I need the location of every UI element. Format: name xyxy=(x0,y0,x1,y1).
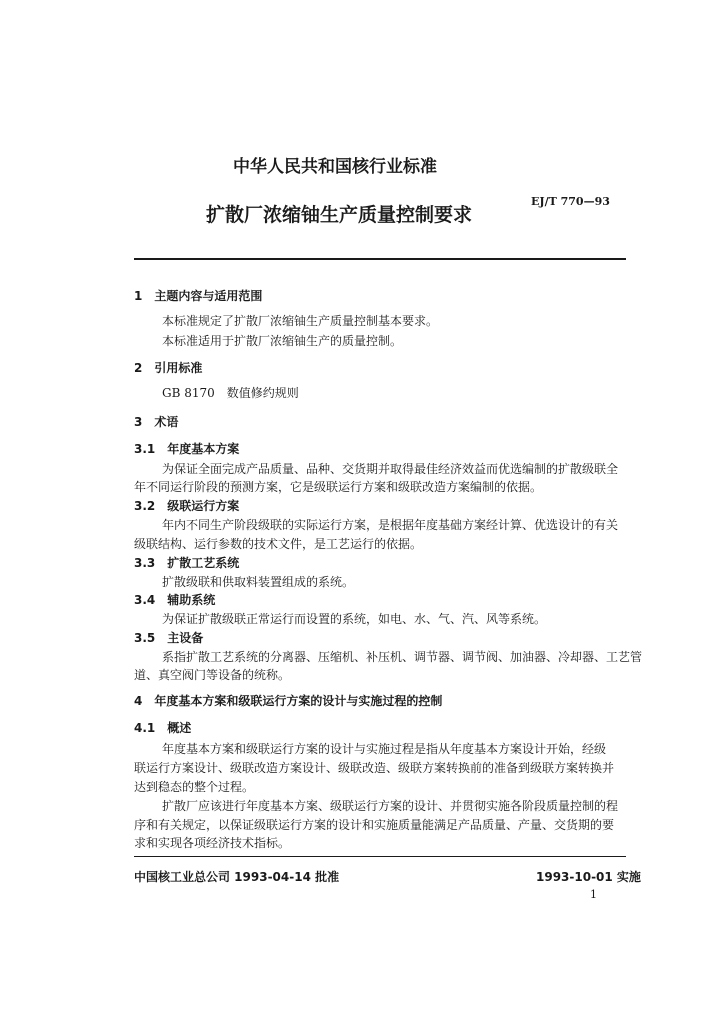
section-4-1-text: 序和有关规定，以保证级联运行方案的设计和实施质量能满足产品质量、产量、交货期的要 xyxy=(134,818,615,832)
section-3-1-text: 为保证全面完成产品质量、品种、交货期并取得最佳经济效益而优选编制的扩散级联全 xyxy=(162,462,619,476)
section-3-1-text: 年不同运行阶段的预测方案，它是级联运行方案和级联改造方案编制的依据。 xyxy=(134,480,543,494)
org-standard-title: 中华人民共和国核行业标准 xyxy=(233,157,437,177)
page-number: 1 xyxy=(590,888,597,901)
section-3-4-text: 为保证扩散级联正常运行而设置的系统，如电、水、气、汽、风等系统。 xyxy=(162,612,547,626)
document-title: 扩散厂浓缩铀生产质量控制要求 xyxy=(206,204,473,226)
section-2-heading: 2 引用标准 xyxy=(134,361,203,375)
section-3-4-heading: 3.4 辅助系统 xyxy=(134,593,216,607)
section-3-3-heading: 3.3 扩散工艺系统 xyxy=(134,556,240,570)
section-4-1-text: 扩散厂应该进行年度基本方案、级联运行方案的设计、并贯彻实施各阶段质量控制的程 xyxy=(162,799,619,813)
section-3-3-text: 扩散级联和供取料装置组成的系统。 xyxy=(162,575,355,589)
section-4-1-text: 联运行方案设计、级联改造方案设计、级联改造、级联方案转换前的准备到级联方案转换并 xyxy=(134,761,615,775)
section-4-heading: 4 年度基本方案和级联运行方案的设计与实施过程的控制 xyxy=(134,694,443,708)
section-3-2-text: 级联结构、运行参数的技术文件，是工艺运行的依据。 xyxy=(134,537,423,551)
section-1-paragraph: 本标准规定了扩散厂浓缩铀生产质量控制基本要求。 xyxy=(162,314,439,328)
section-3-1-heading: 3.1 年度基本方案 xyxy=(134,442,240,456)
section-3-5-text: 道、真空阀门等设备的统称。 xyxy=(134,668,291,682)
section-4-1-heading: 4.1 概述 xyxy=(134,721,192,735)
referenced-standard: GB 8170 数值修约规则 xyxy=(162,386,299,400)
section-3-2-text: 年内不同生产阶段级联的实际运行方案，是根据年度基础方案经计算、优选设计的有关 xyxy=(162,518,619,532)
section-4-1-text: 年度基本方案和级联运行方案的设计与实施过程是指从年度基本方案设计开始，经级 xyxy=(162,742,607,756)
standard-number: EJ/T 770—93 xyxy=(531,195,610,208)
section-1-paragraph: 本标准适用于扩散厂浓缩铀生产的质量控制。 xyxy=(162,334,403,348)
footer-divider xyxy=(134,856,626,857)
section-3-5-heading: 3.5 主设备 xyxy=(134,631,204,645)
section-1-heading: 1 主题内容与适用范围 xyxy=(134,289,263,303)
section-3-5-text: 系指扩散工艺系统的分离器、压缩机、补压机、调节器、调节阀、加油器、冷却器、工艺管 xyxy=(162,650,643,664)
approval-line: 中国核工业总公司 1993-04-14 批准 xyxy=(134,870,340,884)
implementation-date: 1993-10-01 实施 xyxy=(536,870,641,884)
section-3-heading: 3 术语 xyxy=(134,415,179,429)
section-4-1-text: 达到稳态的整个过程。 xyxy=(134,780,255,794)
header-divider xyxy=(134,258,626,260)
section-4-1-text: 求和实现各项经济技术指标。 xyxy=(134,836,291,850)
section-3-2-heading: 3.2 级联运行方案 xyxy=(134,499,240,513)
